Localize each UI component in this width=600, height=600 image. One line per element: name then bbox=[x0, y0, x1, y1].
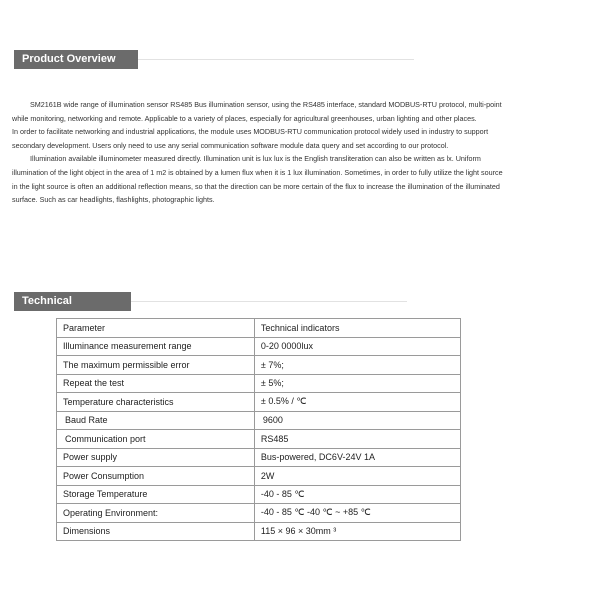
table-row bbox=[57, 430, 461, 449]
table-cell-value: 2W bbox=[254, 467, 460, 486]
table-cell-value: Technical indicators bbox=[254, 319, 460, 338]
table-cell-parameter: Repeat the test bbox=[57, 374, 255, 393]
table-cell-parameter: Illuminance measurement range bbox=[57, 337, 255, 356]
table-row bbox=[57, 504, 461, 523]
product-overview-title: Product Overview bbox=[22, 53, 116, 65]
overview-paragraph: SM2161B wide range of illumination sensor RS485 Bus illumination sensor, using the RS485 interface, standard MODBUS-RTU protocol, multi-point while monitoring, networking and remote. Applicable to a variety of places, especially for agricultural greenhouses, urban lighting and other places. bbox=[12, 100, 502, 123]
table-row bbox=[57, 467, 461, 486]
table-cell-parameter: Baud Rate bbox=[57, 411, 255, 430]
table-cell-parameter: Parameter bbox=[57, 319, 255, 338]
table-cell-value: ± 7%; bbox=[254, 356, 460, 375]
table-cell-value: Bus-powered, DC6V-24V 1A bbox=[254, 448, 460, 467]
table-cell-parameter: Storage Temperature bbox=[57, 485, 255, 504]
table-row bbox=[57, 356, 461, 375]
table-cell-value: 9600 bbox=[254, 411, 460, 430]
table-cell-parameter: Operating Environment: bbox=[57, 504, 255, 523]
table-row bbox=[57, 522, 461, 541]
table-row bbox=[57, 411, 461, 430]
product-overview-text bbox=[12, 98, 506, 207]
product-overview-header bbox=[14, 50, 138, 69]
table-row bbox=[57, 393, 461, 412]
table-cell-parameter: Power Consumption bbox=[57, 467, 255, 486]
table-cell-parameter: Power supply bbox=[57, 448, 255, 467]
overview-paragraph: In order to facilitate networking and industrial applications, the module uses MODBUS-RTU communication protocol widely used in industry to support secondary development. Users only need to use any serial communication software module data query and set according to our protocol. bbox=[12, 127, 489, 150]
table-cell-value: 0-20 0000lux bbox=[254, 337, 460, 356]
table-cell-parameter: The maximum permissible error bbox=[57, 356, 255, 375]
table-cell-value: 115 × 96 × 30mm ³ bbox=[254, 522, 460, 541]
header-divider bbox=[138, 59, 414, 60]
header-divider bbox=[131, 301, 407, 302]
table-cell-parameter: Temperature characteristics bbox=[57, 393, 255, 412]
table-header-row bbox=[57, 319, 461, 338]
table-cell-value: ± 0.5% / ℃ bbox=[254, 393, 460, 412]
table-cell-value: -40 - 85 ℃ bbox=[254, 485, 460, 504]
table-cell-value: ± 5%; bbox=[254, 374, 460, 393]
table-row bbox=[57, 485, 461, 504]
table-cell-value: -40 - 85 ℃ -40 ℃ ~ +85 ℃ bbox=[254, 504, 460, 523]
technical-parameters-header bbox=[14, 292, 131, 326]
table-cell-value: RS485 bbox=[254, 430, 460, 449]
overview-paragraph: Illumination available illuminometer measured directly. Illumination unit is lux lux is the English transliteration can also be written as lx. Uniform illumination of the light object in the area of 1 m2 is obtained by a lumen flux when it is 1 lux illumination. Sometimes, in order to fully utilize the light source in the light source is often an additional reflection means, so that the direction can be more certain of the flux to increase the illumination of the illuminated surface. Such as car headlights, flashlights, photographic lights. bbox=[12, 154, 503, 205]
table-cell-parameter: Dimensions bbox=[57, 522, 255, 541]
table-row bbox=[57, 337, 461, 356]
technical-parameters-title: Technical Parameters bbox=[22, 295, 82, 326]
technical-parameters-table bbox=[56, 318, 461, 541]
table-cell-parameter: Communication port bbox=[57, 430, 255, 449]
table-row bbox=[57, 448, 461, 467]
table-row bbox=[57, 374, 461, 393]
